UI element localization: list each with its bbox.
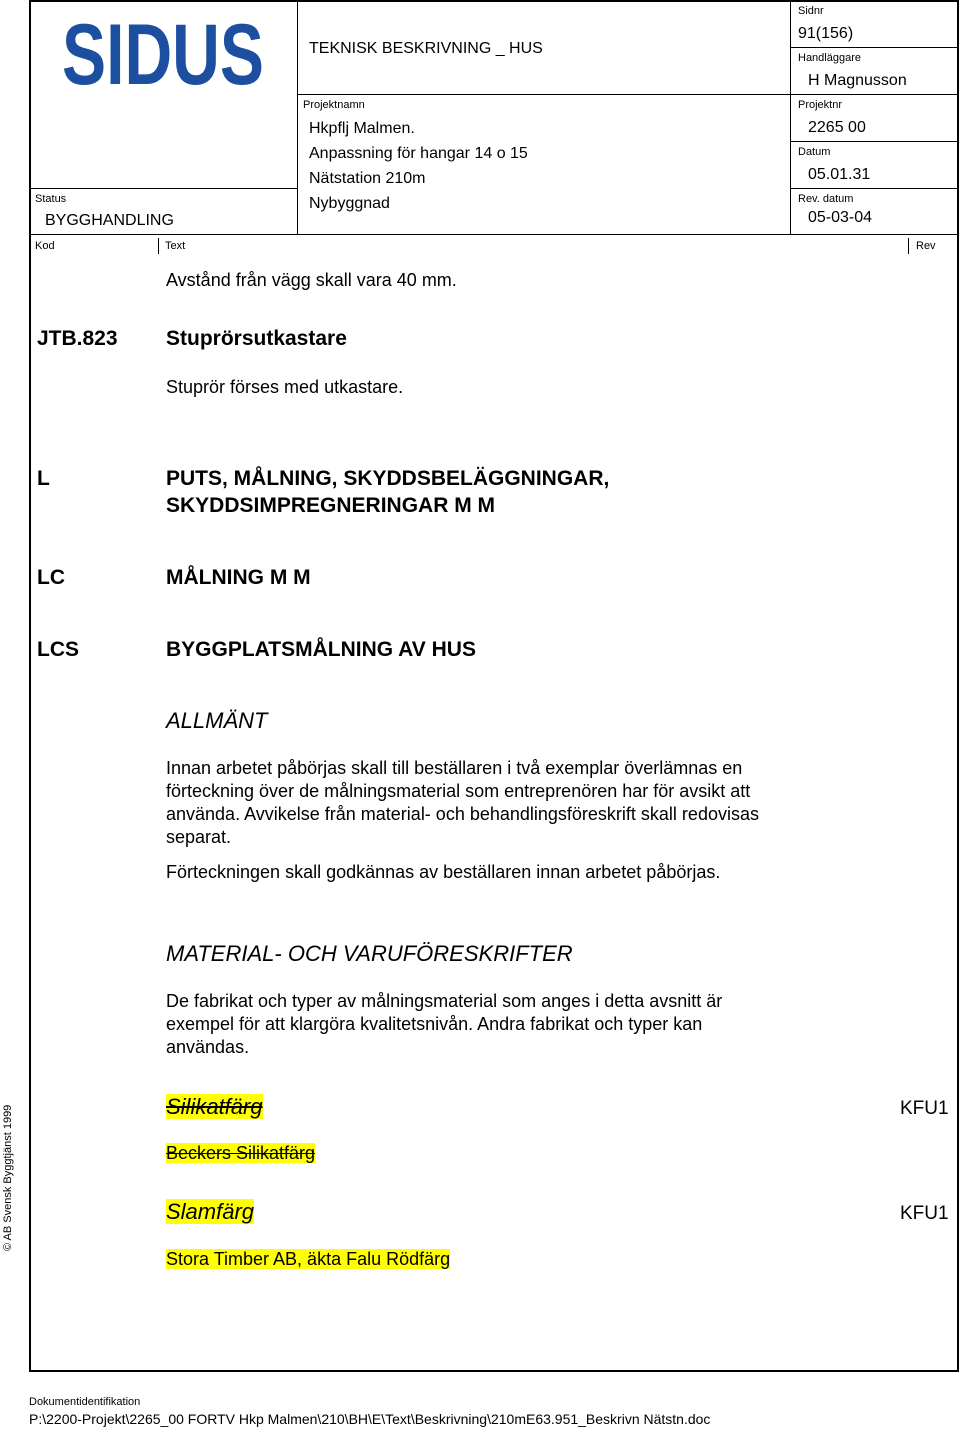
projektnamn-label: Projektnamn — [303, 99, 365, 111]
col-rev-label: Rev — [916, 240, 936, 252]
col-divider-rev — [908, 238, 909, 254]
status-label: Status — [35, 193, 67, 205]
code-lc: LC — [37, 566, 65, 589]
projektnr-value: 2265 00 — [808, 119, 866, 136]
projektnamn-line-2: Anpassning för hangar 14 o 15 — [309, 145, 528, 162]
rev-slamfarg: KFU1 — [900, 1203, 949, 1224]
text-jtb: Stuprör förses med utkastare. — [166, 377, 404, 397]
col-kod-label: Kod — [35, 240, 55, 252]
logo-text: SIDUS — [62, 7, 264, 103]
header-line-projekt — [297, 94, 959, 95]
projektnamn-line-4: Nybyggnad — [309, 195, 390, 212]
header-line-datum — [790, 141, 959, 142]
footer-label: Dokumentidentifikation — [29, 1396, 141, 1408]
heading-l-1: PUTS, MÅLNING, SKYDDSBELÄGGNINGAR, — [166, 467, 610, 490]
projektnamn-line-1: Hkpflj Malmen. — [309, 120, 415, 137]
datum-label: Datum — [798, 146, 831, 158]
sidus-logo — [62, 7, 264, 103]
header-line-handl — [790, 47, 959, 48]
rev-silikatfarg: KFU1 — [900, 1098, 949, 1119]
projektnamn-line-3: Nätstation 210m — [309, 170, 426, 187]
heading-lc: MÅLNING M M — [166, 566, 311, 589]
heading-slamfarg: Slamfärg — [166, 1199, 255, 1224]
status-value: BYGGHANDLING — [45, 212, 174, 229]
heading-allmant: ALLMÄNT — [166, 708, 268, 733]
code-lcs: LCS — [37, 638, 79, 661]
header-line-status — [29, 188, 297, 189]
code-jtb: JTB.823 — [37, 327, 118, 350]
header-line-revdatum — [790, 188, 959, 189]
slam-heading-wrap — [166, 1199, 254, 1225]
product-beckers-silikatfarg: Beckers Silikatfärg — [166, 1143, 316, 1163]
footer-path: P:\2200-Projekt\2265_00 FORTV Hkp Malmen\210\BH\E\Text\Beskrivning\210mE63.951_Beskrivn Nätstn.doc — [29, 1411, 711, 1427]
silikat-heading-wrap — [166, 1094, 263, 1120]
header-divider-1 — [297, 0, 298, 234]
text-line-top: Avstånd från vägg skall vara 40 mm. — [166, 270, 457, 290]
heading-lcs: BYGGPLATSMÅLNING AV HUS — [166, 638, 476, 661]
col-text-label: Text — [165, 240, 186, 252]
heading-silikatfarg: Silikatfärg — [166, 1094, 263, 1119]
product-falu-rodfarg: Stora Timber AB, äkta Falu Rödfärg — [166, 1249, 451, 1269]
sidnr-value: 91(156) — [798, 25, 854, 42]
datum-value: 05.01.31 — [808, 166, 871, 183]
page-frame — [29, 0, 959, 1372]
handlaggare-label: Handläggare — [798, 52, 861, 64]
silikat-product-wrap — [166, 1142, 315, 1165]
code-l: L — [37, 467, 50, 490]
projektnr-label: Projektnr — [798, 99, 843, 111]
allmant-paragraph-1: Innan arbetet påbörjas skall till beställaren i två exemplar överlämnas en förteckning över de målningsmaterial som entreprenören har för avsikt att använda. Avvikelse från material- och behandlingsföreskrift skall redovisas separat. — [166, 758, 759, 847]
allmant-paragraph-2: Förteckningen skall godkännas av beställaren innan arbetet påbörjas. — [166, 862, 721, 882]
handlaggare-value: H Magnusson — [808, 72, 907, 89]
header-bottom-line — [29, 234, 959, 235]
sidnr-label: Sidnr — [798, 5, 824, 17]
material-paragraph-1: De fabrikat och typer av målningsmaterial som anges i detta avsnitt är exempel för att klargöra kvalitetsnivån. Andra fabrikat och typer kan användas. — [166, 991, 723, 1057]
doc-title: TEKNISK BESKRIVNING _ HUS — [309, 40, 543, 57]
col-divider-text — [158, 238, 159, 254]
copyright-side-text: © AB Svensk Byggtjänst 1999 — [2, 1104, 14, 1251]
heading-material: MATERIAL- OCH VARUFÖRESKRIFTER — [166, 941, 573, 966]
header-divider-2 — [790, 0, 791, 234]
heading-jtb: Stuprörsutkastare — [166, 327, 347, 350]
slam-product-wrap — [166, 1248, 450, 1271]
revdatum-label: Rev. datum — [798, 193, 854, 205]
revdatum-value: 05-03-04 — [808, 209, 873, 226]
heading-l-2: SKYDDSIMPREGNERINGAR M M — [166, 494, 496, 517]
